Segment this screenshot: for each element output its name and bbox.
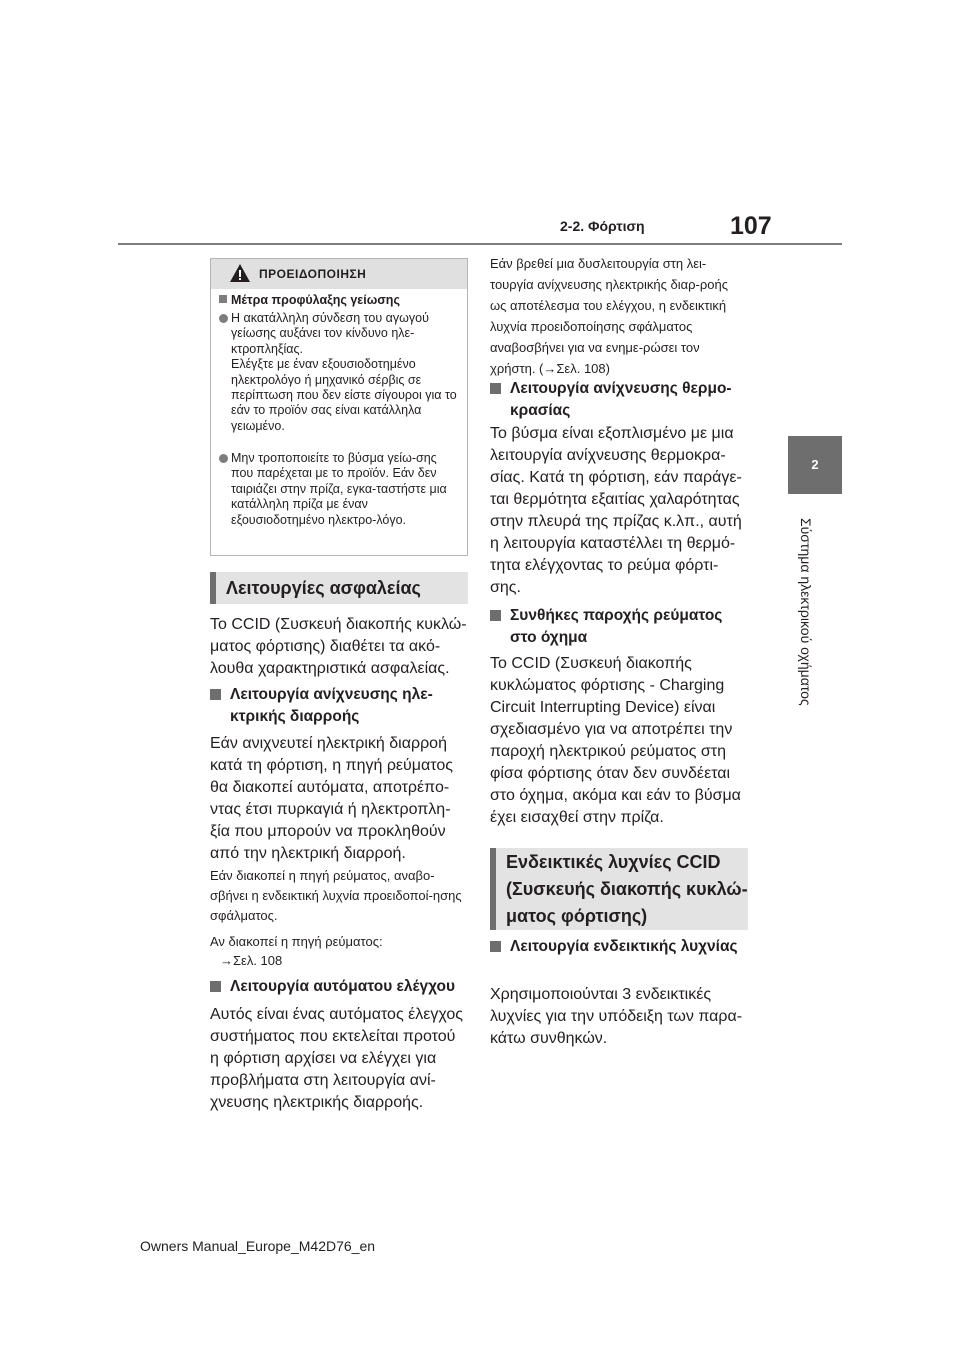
square-bullet-icon: [490, 941, 501, 952]
warning-box: [210, 258, 468, 556]
warning-subheading-text: Μέτρα προφύλαξης γείωσης: [231, 293, 400, 307]
chapter-tab: 2: [788, 436, 842, 494]
square-bullet-icon: [490, 610, 501, 621]
paragraph-temperature: Το βύσμα είναι εξοπλισμένο με μια λειτουργία ανίχνευσης θερμοκρα-σίας. Κατά τη φόρτιση, εάν παράγε-ται θερμότητα εξαιτίας χαλαρότητας στην πλευρά της πρίζας κ.λπ., αυτή η λειτουργία καταστέλλει τη θερμό-τητα ελέγχοντας το ρεύμα φόρτι-σης.: [490, 425, 742, 596]
heading-power-supply: [490, 605, 748, 649]
square-bullet-icon: [210, 981, 221, 992]
heading-temperature: [490, 378, 748, 422]
heading-text: Λειτουργία ανίχνευσης ηλε-κτρικής διαρροής: [230, 686, 433, 725]
warning-triangle-icon: [229, 263, 251, 283]
warning-bullet: [219, 451, 461, 528]
warning-bullet-text: Μην τροποποιείτε το βύσμα γείω-σης που παρέχεται με το προϊόν. Εάν δεν ταιριάζει στην πρίζα, εγκα-ταστήστε μια κατάλληλη πρίζα με έναν εξουσιοδοτημένο ηλεκτρο-λόγο.: [231, 451, 447, 527]
note-warning-lamp: Εάν διακοπεί η πηγή ρεύματος, αναβο-σβήνει η ενδεικτική λυχνία προειδοποί-ησης σφάλματος.: [210, 868, 462, 923]
heading-indicator-lamp: [490, 936, 748, 958]
paragraph-leak-detection: Εάν ανιχνευτεί ηλεκτρική διαρροή κατά τη φόρτιση, η πηγή ρεύματος θα διακοπεί αυτόματα, αποτρέπο-ντας έτσι πυρκαγιά ή ηλεκτροπλη-ξία που μπορούν να προκληθούν από την ηλεκτρική διαρροή.: [210, 735, 453, 862]
round-bullet-icon: [219, 314, 228, 323]
chapter-side-title-text: Σύστημα ηλεκτρικού οχήματος: [798, 518, 814, 706]
square-bullet-icon: [210, 689, 221, 700]
paragraph-auto-check: Αυτός είναι ένας αυτόματος έλεγχος συστήματος που εκτελείται προτού η φόρτιση αρχίσει να ελέγχει για προβλήματα στη λειτουργία ανί-χνευσης ηλεκτρικής διαρροής.: [210, 1006, 463, 1111]
heading-auto-check: [210, 976, 468, 998]
warning-title: ΠΡΟΕΙΔΟΠΟΙΗΣΗ: [259, 267, 367, 281]
heading-text: Λειτουργία ανίχνευσης θερμο-κρασίας: [510, 380, 732, 419]
paragraph-power-supply: Το CCID (Συσκευή διακοπής κυκλώματος φόρτισης - Charging Circuit Interrupting Device) είναι σχεδιασμένο για να αποτρέπει την παροχή ηλεκτρικού ρεύματος στη φίσα φόρτισης όταν δεν συνδέεται στο όχημα, ακόμα και εάν το βύσμα έχει εισαχθεί στην πρίζα.: [490, 655, 741, 826]
square-bullet-icon: [490, 383, 501, 394]
intro-paragraph: Το CCID (Συσκευή διακοπής κυκλώ-ματος φόρτισης) διαθέτει τα ακό-λουθα χαρακτηριστικά ασφαλείας.: [210, 616, 467, 677]
warning-bullet: [219, 311, 461, 434]
round-bullet-icon: [219, 454, 228, 463]
note-malfunction: Εάν βρεθεί μια δυσλειτουργία στη λει-τουργία ανίχνευσης ηλεκτρικής διαρ-ροής ως αποτέλεσμα του ελέγχου, η ενδεικτική λυχνία προειδοποίησης σφάλματος αναβοσβήνει για να ενημε-ρώσει τον χρήστη. (→Σελ. 108): [490, 256, 728, 376]
chapter-side-title: [794, 518, 814, 718]
heading-text: Συνθήκες παροχής ρεύματος στο όχημα: [510, 607, 723, 646]
header-rule: [118, 243, 842, 245]
note-power-cut: Αν διακοπεί η πηγή ρεύματος:: [210, 934, 383, 949]
page-reference: →Σελ. 108: [220, 953, 283, 968]
page-number: 107: [730, 212, 772, 240]
paragraph-indicator-lamp: Χρησιμοποιούνται 3 ενδεικτικές λυχνίες για την υπόδειξη των παρα-κάτω συνθηκών.: [490, 986, 743, 1047]
heading-leak-detection: [210, 684, 468, 728]
section-title-indicators: Ενδεικτικές λυχνίες CCID (Συσκευής διακοπής κυκλώ-ματος φόρτισης): [490, 848, 748, 930]
heading-text: Λειτουργία ενδεικτικής λυχνίας: [510, 938, 738, 955]
section-header: 2-2. Φόρτιση: [560, 218, 645, 234]
warning-subheading: [219, 293, 400, 307]
warning-header: [211, 259, 467, 289]
warning-bullet-text: Η ακατάλληλη σύνδεση του αγωγού γείωσης αυξάνει τον κίνδυνο ηλε-κτροπληξίας. Ελέγξτε με έναν εξουσιοδοτημένο ηλεκτρολόγο ή μηχανικό σέρβις σε περίπτωση που δεν είστε σίγουροι για το εάν το προϊόν σας είναι κατάλληλα γειωμένο.: [231, 311, 457, 433]
section-title-safety: Λειτουργίες ασφαλείας: [210, 572, 468, 604]
footer-document-id: Owners Manual_Europe_M42D76_en: [140, 1238, 376, 1254]
heading-text: Λειτουργία αυτόματου ελέγχου: [230, 978, 455, 995]
square-bullet-icon: [219, 295, 227, 303]
